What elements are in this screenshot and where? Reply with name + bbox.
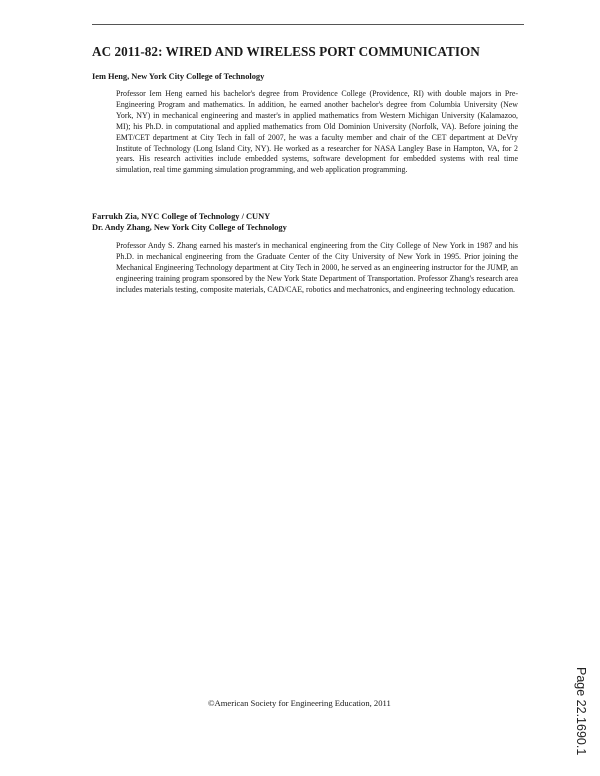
author-heading-zhang: Dr. Andy Zhang, New York City College of Technology [92, 223, 287, 232]
author-bio-heng: Professor Iem Heng earned his bachelor's degree from Providence College (Providence, RI) with double majors in Pre-Engineering Program and mathematics. In addition, he earned another bachelor's degree from Columbia University (New York, NY) in mechanical engineering and master's in applied mathematics from Western Michigan University (Kalamazoo, MI); his Ph.D. in computational and applied mathematics from Old Dominion University (Norfolk, VA). Before joining the EMT/CET department at City Tech in fall of 2007, he was a faculty member and chair of the CET department at DeVry Institute of Technology (Long Island City, NY). He worked as a researcher for NASA Langley Base in Hampton, VA, for 2 years. His research activities include embedded systems, software development for embedded systems with real time simulation, real time gamming simulation programming, and web application programming. [116, 89, 518, 175]
top-rule [92, 24, 524, 25]
paper-title: AC 2011-82: WIRED AND WIRELESS PORT COMMUNICATION [92, 44, 480, 59]
author-heading-zia: Farrukh Zia, NYC College of Technology / CUNY [92, 212, 271, 221]
author-bio-zhang: Professor Andy S. Zhang earned his master's in mechanical engineering from the City College of New York in 1987 and his Ph.D. in mechanical engineering from the Graduate Center of the City University of New York in 1995. Prior joining the Mechanical Engineering Technology department at City Tech in 2000, he served as an engineering instructor for the JUMP, an engineering training program sponsored by the New York State Department of Transportation. Professor Zhang's research area includes materials testing, composite materials, CAD/CAE, robotics and mechatronics, and engineering technology education. [116, 241, 518, 294]
author-heading-heng: Iem Heng, New York City College of Technology [92, 72, 265, 81]
page-number: Page 22.1690.1 [574, 667, 588, 756]
copyright-notice: ©American Society for Engineering Education, 2011 [208, 698, 391, 708]
